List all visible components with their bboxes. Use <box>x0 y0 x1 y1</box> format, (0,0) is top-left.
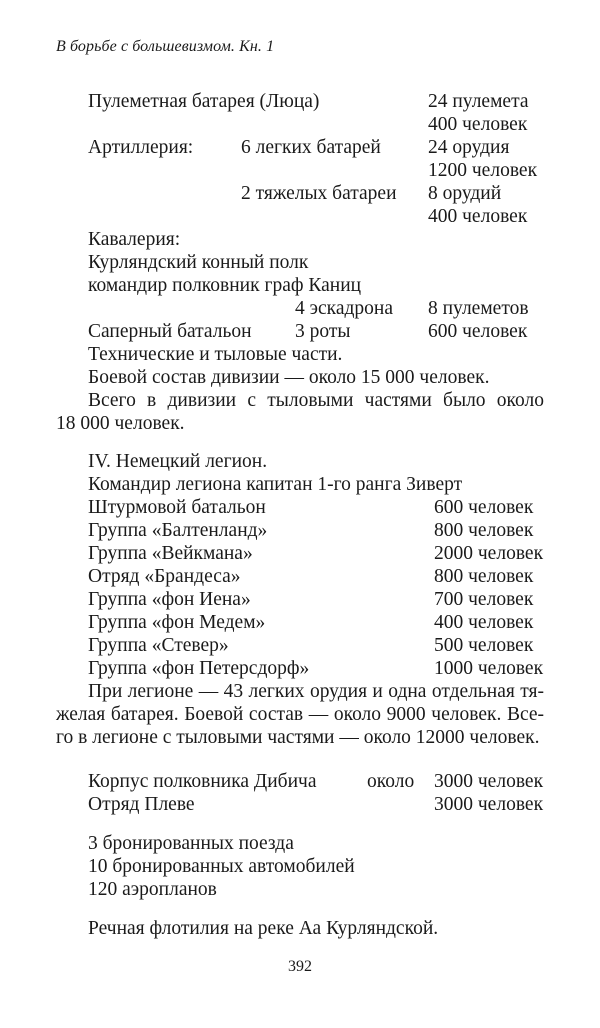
artillery-light-guns: 24 орудия <box>428 137 510 158</box>
legion-note-line-3: го в легионе с тыловыми частями — около 12000 человек. <box>56 727 540 748</box>
cavalry-commander: командир полковник граф Каниц <box>88 275 362 296</box>
artillery-light-unit: 6 легких батарей <box>241 137 381 158</box>
division-combat-strength: Боевой состав дивизии — около 15 000 человек. <box>88 367 490 388</box>
legion-note-line-1: При легионе — 43 легких орудия и одна отдельная тя- <box>88 681 544 702</box>
legion-unit-men: 600 человек <box>434 497 534 518</box>
machinegun-battery-guns: 24 пулемета <box>428 91 529 112</box>
legion-unit-name: Группа «Стевер» <box>88 635 229 656</box>
legion-unit-men: 2000 человек <box>434 543 544 564</box>
equipment-item: 10 бронированных автомобилей <box>88 856 355 877</box>
legion-unit-name: Группа «фон Иена» <box>88 589 251 610</box>
sappers-companies: 3 роты <box>295 321 351 342</box>
dibich-corps-men: 3000 человек <box>434 771 544 792</box>
running-header: В борьбе с большевизмом. Кн. 1 <box>56 38 275 55</box>
cavalry-label: Кавалерия: <box>88 229 181 250</box>
legion-unit-name: Группа «Вейкмана» <box>88 543 253 564</box>
pleve-detachment-men: 3000 человек <box>434 794 544 815</box>
equipment-item: 120 аэропланов <box>88 879 217 900</box>
legion-unit-name: Группа «фон Медем» <box>88 612 266 633</box>
support-units: Технические и тыловые части. <box>88 344 343 365</box>
cavalry-machineguns: 8 пулеметов <box>428 298 529 319</box>
legion-unit-men: 500 человек <box>434 635 534 656</box>
legion-unit-name: Группа «Балтенланд» <box>88 520 268 541</box>
division-total-line-1: Всего в дивизии с тыловыми частями было около <box>88 390 544 411</box>
legion-heading: IV. Немецкий легион. <box>88 451 268 472</box>
sappers-men: 600 человек <box>428 321 528 342</box>
legion-unit-men: 700 человек <box>434 589 534 610</box>
artillery-heavy-men: 400 человек <box>428 206 528 227</box>
legion-unit-men: 1000 человек <box>434 658 544 679</box>
legion-unit-men: 400 человек <box>434 612 534 633</box>
artillery-heavy-unit: 2 тяжелых батареи <box>241 183 397 204</box>
cavalry-squadrons: 4 эскадрона <box>295 298 393 319</box>
river-flotilla: Речная флотилия на реке Аа Курляндской. <box>88 918 439 939</box>
equipment-item: 3 бронированных поезда <box>88 833 294 854</box>
legion-commander: Командир легиона капитан 1-го ранга Зиверт <box>88 474 463 495</box>
cavalry-regiment: Курляндский конный полк <box>88 252 309 273</box>
division-total-line-2: 18 000 человек. <box>56 413 185 434</box>
artillery-light-men: 1200 человек <box>428 160 538 181</box>
dibich-corps-approx: около <box>367 771 415 792</box>
dibich-corps-name: Корпус полковника Дибича <box>88 771 317 792</box>
legion-unit-name: Группа «фон Петерсдорф» <box>88 658 310 679</box>
artillery-label: Артиллерия: <box>88 137 194 158</box>
machinegun-battery-men: 400 человек <box>428 114 528 135</box>
legion-unit-men: 800 человек <box>434 566 534 587</box>
legion-note-line-2: желая батарея. Боевой состав — около 9000 человек. Все- <box>56 704 544 725</box>
page-number: 392 <box>288 958 312 975</box>
machinegun-battery-name: Пулеметная батарея (Люца) <box>88 91 320 112</box>
legion-unit-name: Отряд «Брандеса» <box>88 566 241 587</box>
pleve-detachment-name: Отряд Плеве <box>88 794 195 815</box>
sappers-name: Саперный батальон <box>88 321 252 342</box>
artillery-heavy-guns: 8 орудий <box>428 183 502 204</box>
legion-unit-name: Штурмовой батальон <box>88 497 266 518</box>
legion-unit-men: 800 человек <box>434 520 534 541</box>
